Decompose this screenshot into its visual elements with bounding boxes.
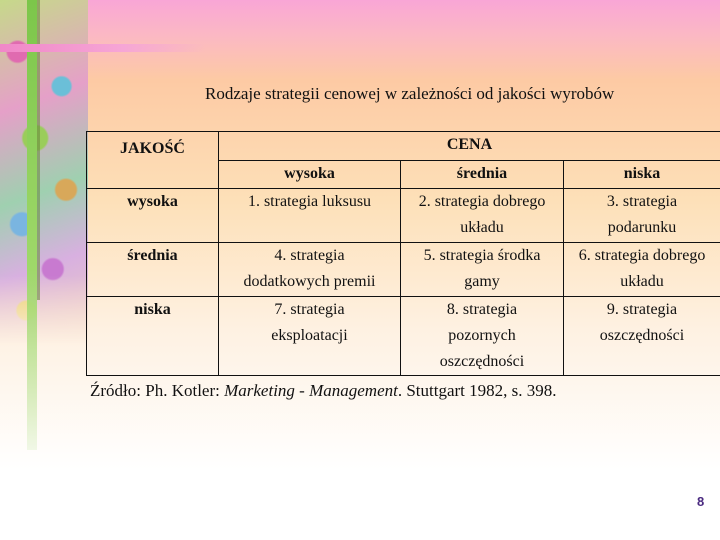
slide-title: Rodzaje strategii cenowej w zależności od jakości wyrobów — [205, 84, 615, 103]
quality-level-medium: średnia — [87, 243, 219, 297]
table-row — [87, 297, 720, 376]
strategy-cell — [219, 297, 401, 376]
cell-line: oszczędności — [599, 327, 685, 344]
page-number: 8 — [697, 494, 705, 509]
cell-line: pozornych — [448, 327, 516, 344]
price-level-high: wysoka — [219, 161, 401, 189]
cell-line: podarunku — [607, 219, 677, 236]
strategy-cell — [401, 189, 564, 243]
cell-line: gamy — [464, 273, 500, 290]
source-suffix: . Stuttgart 1982, s. 398. — [397, 381, 557, 400]
table-row — [87, 243, 720, 297]
source-work-title: Marketing - Management — [224, 381, 398, 400]
pink-horizontal-bar — [0, 44, 205, 52]
price-level-medium: średnia — [401, 161, 564, 189]
cell-line: 3. strategia — [606, 193, 678, 210]
cell-line: 8. strategia — [446, 301, 518, 318]
strategy-cell — [219, 243, 401, 297]
strategy-cell — [401, 297, 564, 376]
quality-level-high: wysoka — [87, 189, 219, 243]
strategy-cell — [401, 243, 564, 297]
price-header: CENA — [219, 132, 720, 161]
pricing-strategy-table — [86, 131, 720, 376]
source-prefix: Źródło: Ph. Kotler: — [90, 381, 225, 400]
cell-line: oszczędności — [439, 353, 525, 370]
cell-line: 2. strategia dobrego — [418, 193, 546, 210]
strategy-cell — [219, 189, 401, 243]
source-citation — [90, 381, 557, 401]
quality-level-low: niska — [87, 297, 219, 376]
cell-line: 1. strategia luksusu — [247, 193, 372, 210]
strategy-cell — [564, 243, 720, 297]
cell-line: układu — [460, 219, 504, 236]
strategy-cell — [564, 297, 720, 376]
cell-line: 9. strategia — [606, 301, 678, 318]
cell-line: 7. strategia — [274, 301, 345, 318]
quality-header: JAKOŚĆ — [87, 132, 219, 189]
cell-line: 5. strategia środka — [423, 247, 541, 264]
cell-line: 6. strategia dobrego — [578, 247, 706, 264]
price-level-low: niska — [564, 161, 720, 189]
green-vertical-bar — [27, 0, 37, 450]
cell-line: 4. strategia — [274, 247, 345, 264]
strategy-cell — [564, 189, 720, 243]
table-row — [87, 189, 720, 243]
cell-line: dodatkowych premii — [243, 273, 376, 290]
cell-line: układu — [620, 273, 664, 290]
cell-line: eksploatacji — [271, 327, 348, 344]
